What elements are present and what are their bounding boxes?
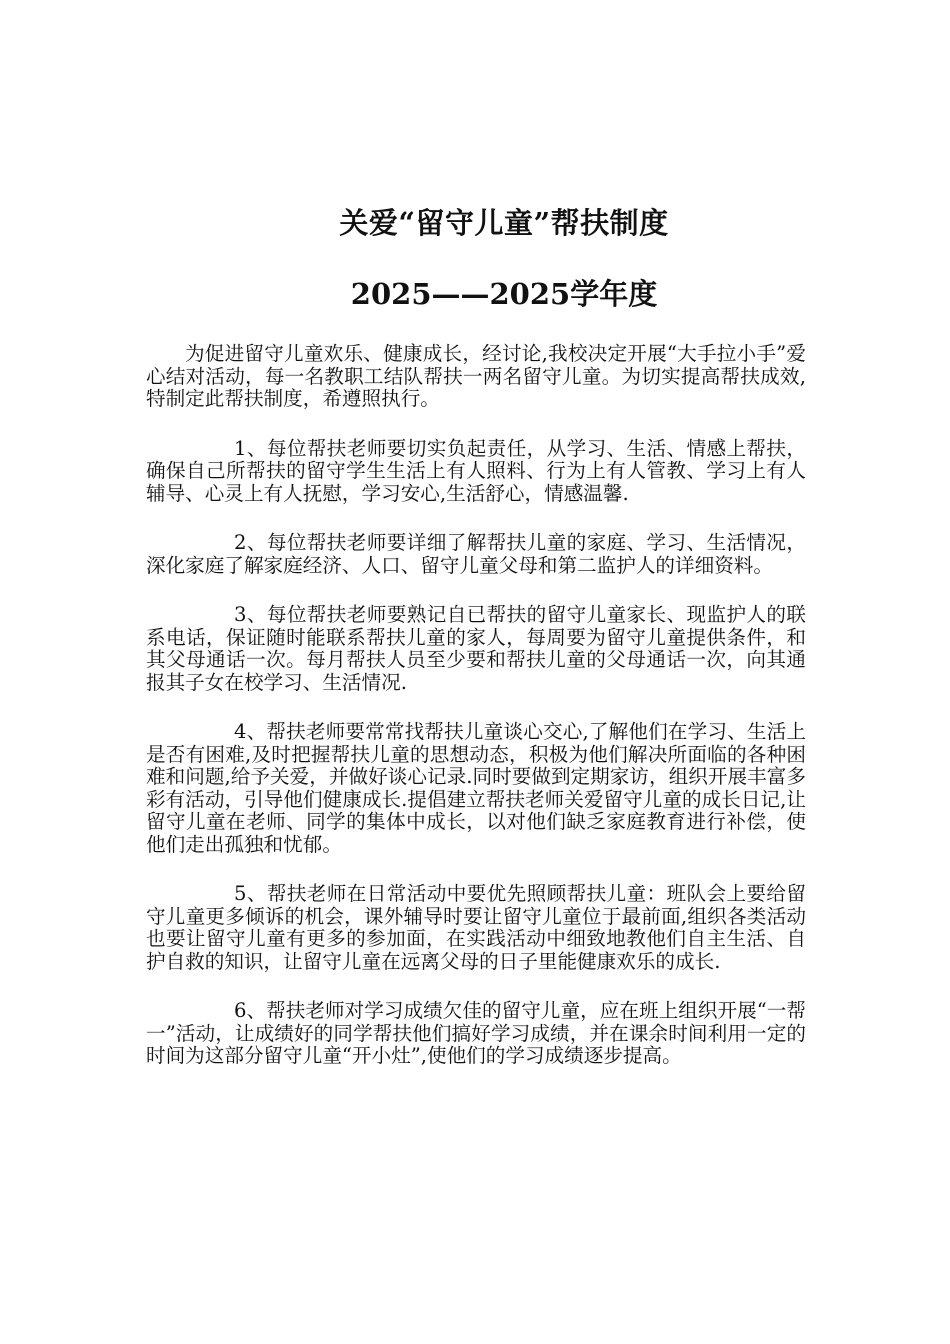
rule-item-6: 6、帮扶老师对学习成绩欠佳的留守儿童，应在班上组织开展“一帮一”活动，让成绩好的同学帮扶他们搞好学习成绩，并在课余时间利用一定的时间为这部分留守儿童“开小灶”,使他们的学习成绩逐步提高。 xyxy=(146,999,806,1067)
rule-item-1: 1、每位帮扶老师要切实负起责任，从学习、生活、情感上帮扶，确保自己所帮扶的留守学生生活上有人照料、行为上有人管教、学习上有人辅导、心灵上有人抚慰，学习安心,生活舒心，情感温馨. xyxy=(146,436,806,505)
document-subtitle: 2025——2025学年度 xyxy=(350,277,658,311)
rule-item-4: 4、帮扶老师要常常找帮扶儿童谈心交心,了解他们在学习、生活上是否有困难,及时把握帮扶儿童的思想动态，积极为他们解决所面临的各种困难和问题,给予关爱，并做好谈心记录.同时要做到定期家访，组织开展丰富多彩有活动，引导他们健康成长.提倡建立帮扶老师关爱留守儿童的成长日记,让留守儿童在老师、同学的集体中成长，以对他们缺乏家庭教育进行补偿，使他们走出孤独和忧郁。 xyxy=(146,720,806,856)
document-title: 关爱“留守儿童”帮扶制度 xyxy=(339,206,669,240)
intro-paragraph: 为促进留守儿童欢乐、健康成长，经讨论,我校决定开展“大手拉小手”爱心结对活动，每一名教职工结队帮扶一两名留守儿童。为切实提高帮扶成效,特制定此帮扶制度，希遵照执行。 xyxy=(146,342,806,410)
rule-item-3: 3、每位帮扶老师要熟记自已帮扶的留守儿童家长、现监护人的联系电话，保证随时能联系帮扶儿童的家人，每周要为留守儿童提供条件，和其父母通话一次。每月帮扶人员至少要和帮扶儿童的父母通话一次，向其通报其子女在校学习、生活情况. xyxy=(146,603,806,694)
rule-item-2: 2、每位帮扶老师要详细了解帮扶儿童的家庭、学习、生活情况，深化家庭了解家庭经济、人口、留守儿童父母和第二监护人的详细资料。 xyxy=(146,531,806,577)
rule-item-5: 5、帮扶老师在日常活动中要优先照顾帮扶儿童：班队会上要给留守儿童更多倾诉的机会，课外辅导时要让留守儿童位于最前面,组织各类活动也要让留守儿童有更多的参加面，在实践活动中细致地教他们自主生活、自护自救的知识，让留守儿童在远离父母的日子里能健康欢乐的成长. xyxy=(146,882,806,973)
document-body xyxy=(146,343,806,1095)
